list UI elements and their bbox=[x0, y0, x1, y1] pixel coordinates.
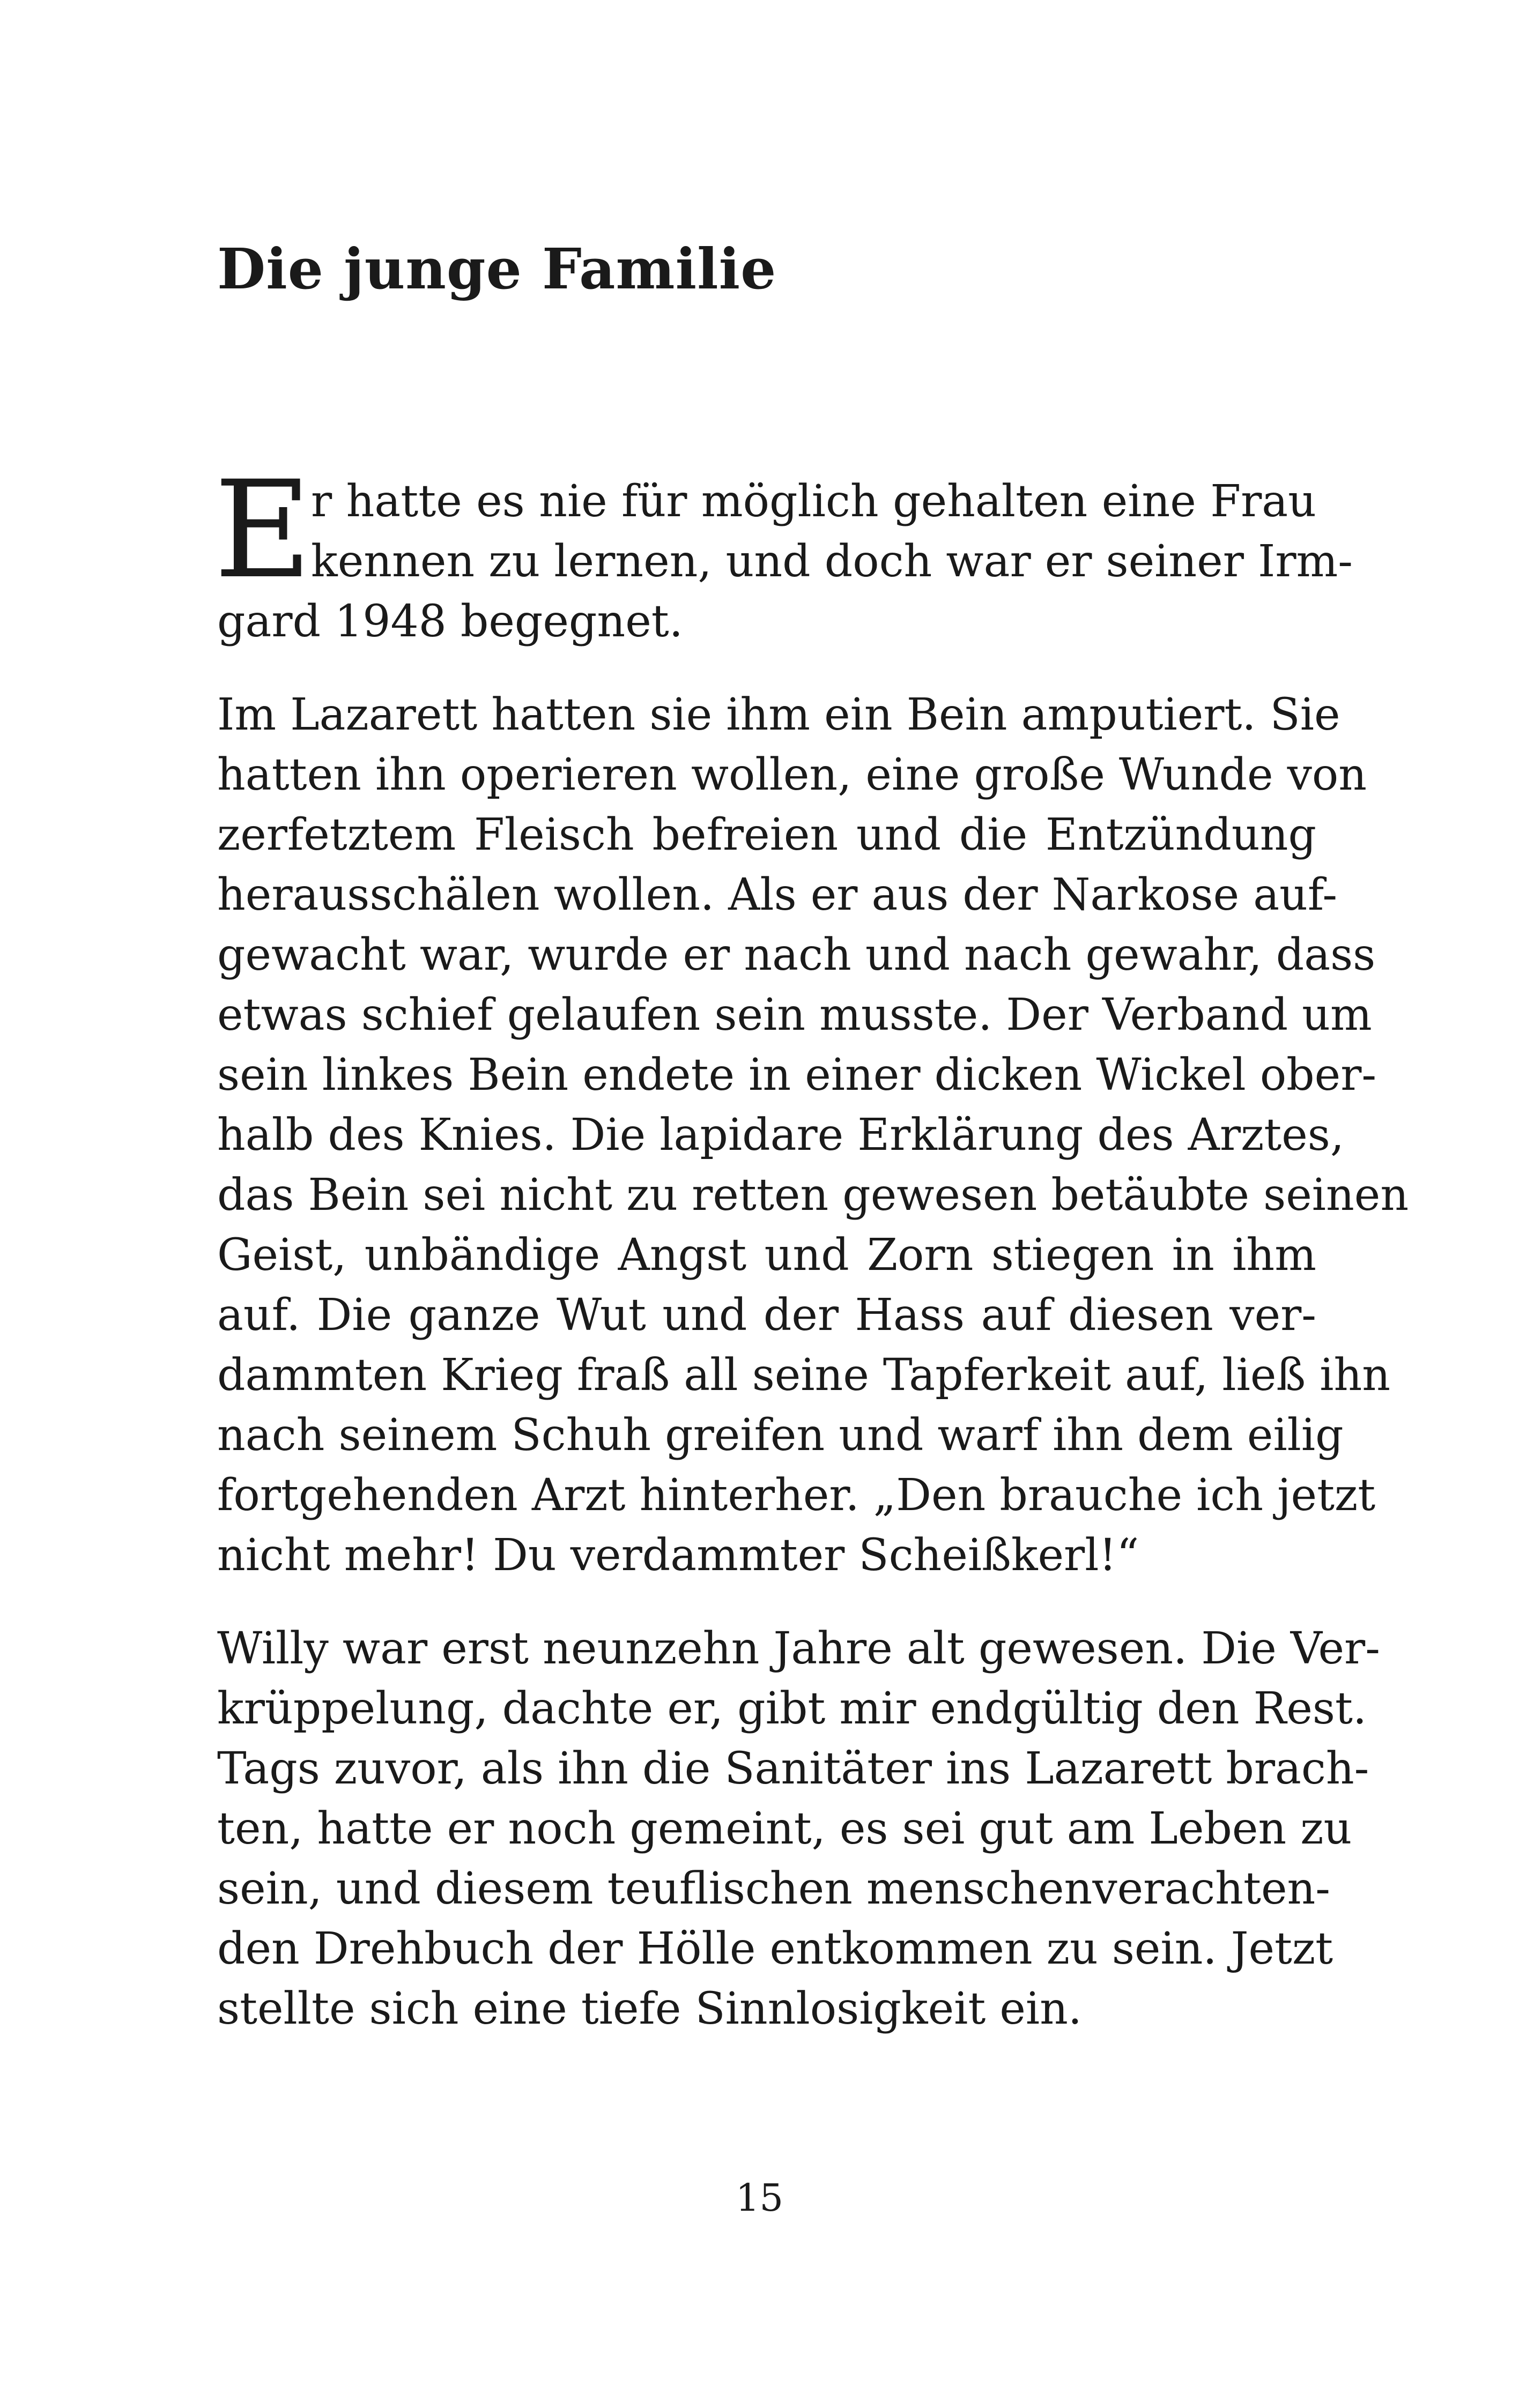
text-line: sein, und diesem teuflischen menschenverachten- bbox=[217, 1863, 1330, 1914]
body-text bbox=[214, 452, 1409, 2039]
text-line: Im Lazarett hatten sie ihm ein Bein amputiert. Sie bbox=[217, 689, 1340, 740]
text-line: etwas schief gelaufen sein musste. Der Verband um bbox=[217, 990, 1372, 1041]
paragraph-3 bbox=[217, 1619, 1380, 2039]
text-line: fortgehenden Arzt hinterher. „Den brauche ich jetzt bbox=[217, 1470, 1376, 1521]
page-number: 15 bbox=[735, 2176, 784, 2220]
text-line: r hatte es nie für möglich gehalten eine Frau bbox=[311, 476, 1316, 527]
text-line: gard 1948 begegnet. bbox=[217, 596, 683, 647]
text-line: ten, hatte er noch gemeint, es sei gut am Leben zu bbox=[217, 1803, 1352, 1854]
text-line: Geist, unbändige Angst und Zorn stiegen in ihm bbox=[217, 1230, 1316, 1281]
text-line: Tags zuvor, als ihn die Sanitäter ins Lazarett brach- bbox=[217, 1743, 1369, 1794]
paragraph-1 bbox=[214, 452, 1353, 652]
text-line: nicht mehr! Du verdammter Scheißkerl!“ bbox=[217, 1530, 1139, 1581]
text-line: herausschälen wollen. Als er aus der Narkose auf- bbox=[217, 869, 1338, 920]
drop-cap: E bbox=[214, 452, 312, 608]
text-line: krüppelung, dachte er, gibt mir endgültig den Rest. bbox=[217, 1683, 1367, 1734]
text-line: auf. Die ganze Wut und der Hass auf diesen ver- bbox=[217, 1290, 1316, 1341]
text-line: halb des Knies. Die lapidare Erklärung des Arztes, bbox=[217, 1110, 1344, 1161]
text-line: nach seinem Schuh greifen und warf ihn dem eilig bbox=[217, 1410, 1344, 1461]
text-line: das Bein sei nicht zu retten gewesen betäubte seinen bbox=[217, 1170, 1409, 1221]
chapter-title: Die junge Familie bbox=[217, 236, 777, 302]
text-line: dammten Krieg fraß all seine Tapferkeit auf, ließ ihn bbox=[217, 1350, 1391, 1401]
text-line: kennen zu lernen, und doch war er seiner Irm- bbox=[311, 536, 1353, 587]
text-line: gewacht war, wurde er nach und nach gewahr, dass bbox=[217, 930, 1376, 980]
paragraph-2 bbox=[217, 685, 1409, 1586]
text-line: den Drehbuch der Hölle entkommen zu sein. Jetzt bbox=[217, 1923, 1333, 1974]
text-line: stellte sich eine tiefe Sinnlosigkeit ein. bbox=[217, 1983, 1082, 2034]
text-line: Willy war erst neunzehn Jahre alt gewesen. Die Ver- bbox=[217, 1623, 1380, 1674]
text-line: hatten ihn operieren wollen, eine große Wunde von bbox=[217, 749, 1367, 800]
text-line: sein linkes Bein endete in einer dicken Wickel ober- bbox=[217, 1050, 1377, 1101]
text-line: zerfetztem Fleisch befreien und die Entzündung bbox=[217, 809, 1316, 860]
